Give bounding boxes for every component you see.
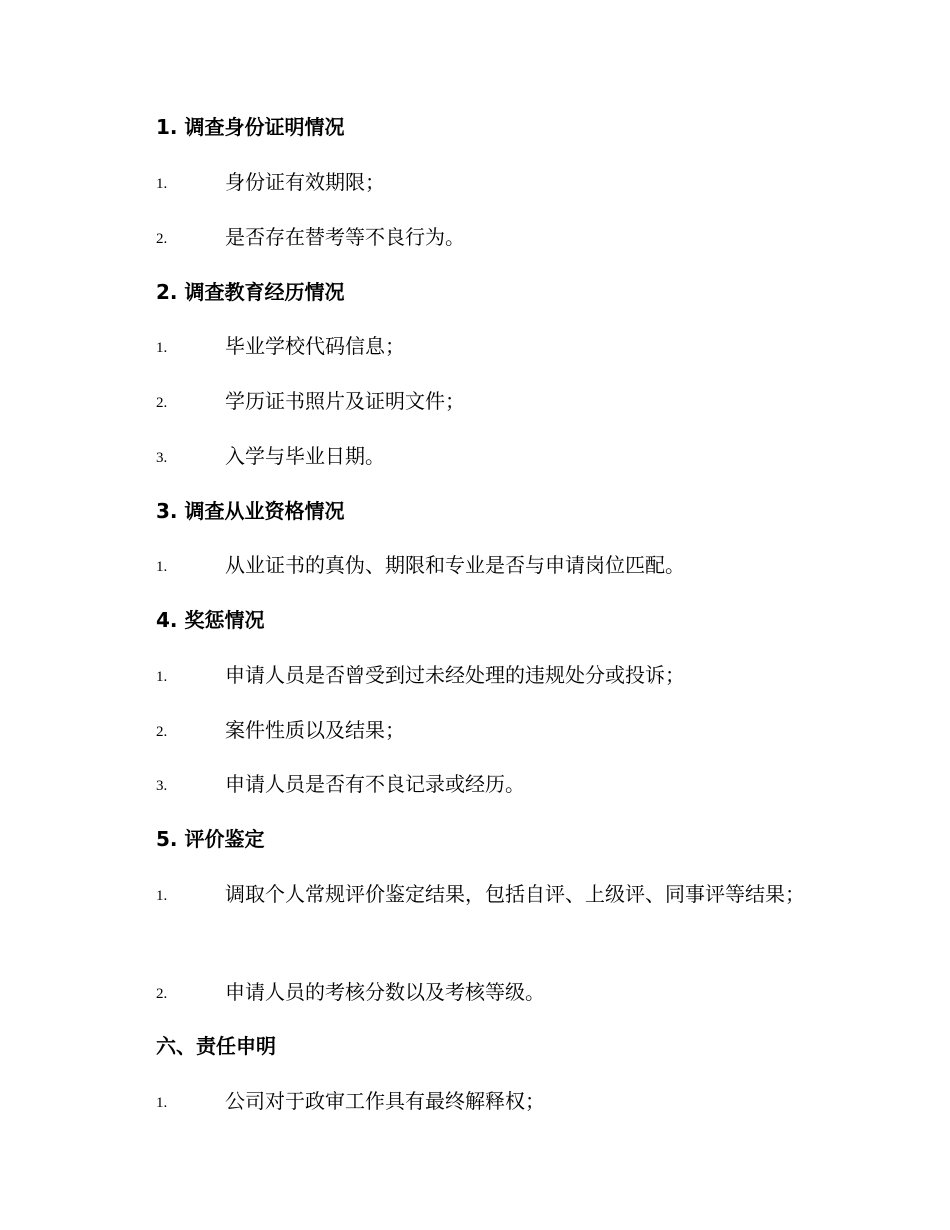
- list-number: 1.: [156, 669, 168, 685]
- list-text: 是否存在替考等不良行为。: [225, 225, 465, 249]
- list-number: 2.: [156, 231, 168, 247]
- section-heading-6: 六、责任申明: [156, 1034, 276, 1058]
- list-number: 2.: [156, 395, 168, 411]
- section-heading-1: 1. 调查身份证明情况: [156, 115, 345, 139]
- list-number: 1.: [156, 176, 168, 192]
- list-text: 毕业学校代码信息；: [225, 334, 405, 358]
- list-text: 申请人员是否曾受到过未经处理的违规处分或投诉；: [225, 663, 685, 687]
- list-number: 3.: [156, 450, 168, 466]
- section-heading-2: 2. 调查教育经历情况: [156, 280, 345, 304]
- list-number: 1.: [156, 1095, 168, 1111]
- list-text: 学历证书照片及证明文件；: [225, 389, 465, 413]
- section-heading-4: 4. 奖惩情况: [156, 608, 265, 632]
- list-number: 1.: [156, 559, 168, 575]
- list-number: 3.: [156, 778, 168, 794]
- list-text: 从业证书的真伪、期限和专业是否与申请岗位匹配。: [225, 553, 685, 577]
- list-number: 2.: [156, 986, 168, 1002]
- list-text: 入学与毕业日期。: [225, 444, 385, 468]
- list-number: 2.: [156, 724, 168, 740]
- list-text: 申请人员是否有不良记录或经历。: [225, 772, 525, 796]
- section-heading-5: 5. 评价鉴定: [156, 827, 265, 851]
- list-text: 案件性质以及结果；: [225, 718, 405, 742]
- list-text: 申请人员的考核分数以及考核等级。: [225, 980, 545, 1004]
- list-text: 公司对于政审工作具有最终解释权；: [225, 1089, 545, 1113]
- list-number: 1.: [156, 888, 168, 904]
- list-text: 调取个人常规评价鉴定结果，包括自评、上级评、同事评等结果；: [225, 882, 805, 906]
- list-text: 身份证有效期限；: [225, 170, 385, 194]
- section-heading-3: 3. 调查从业资格情况: [156, 499, 345, 523]
- list-number: 1.: [156, 340, 168, 356]
